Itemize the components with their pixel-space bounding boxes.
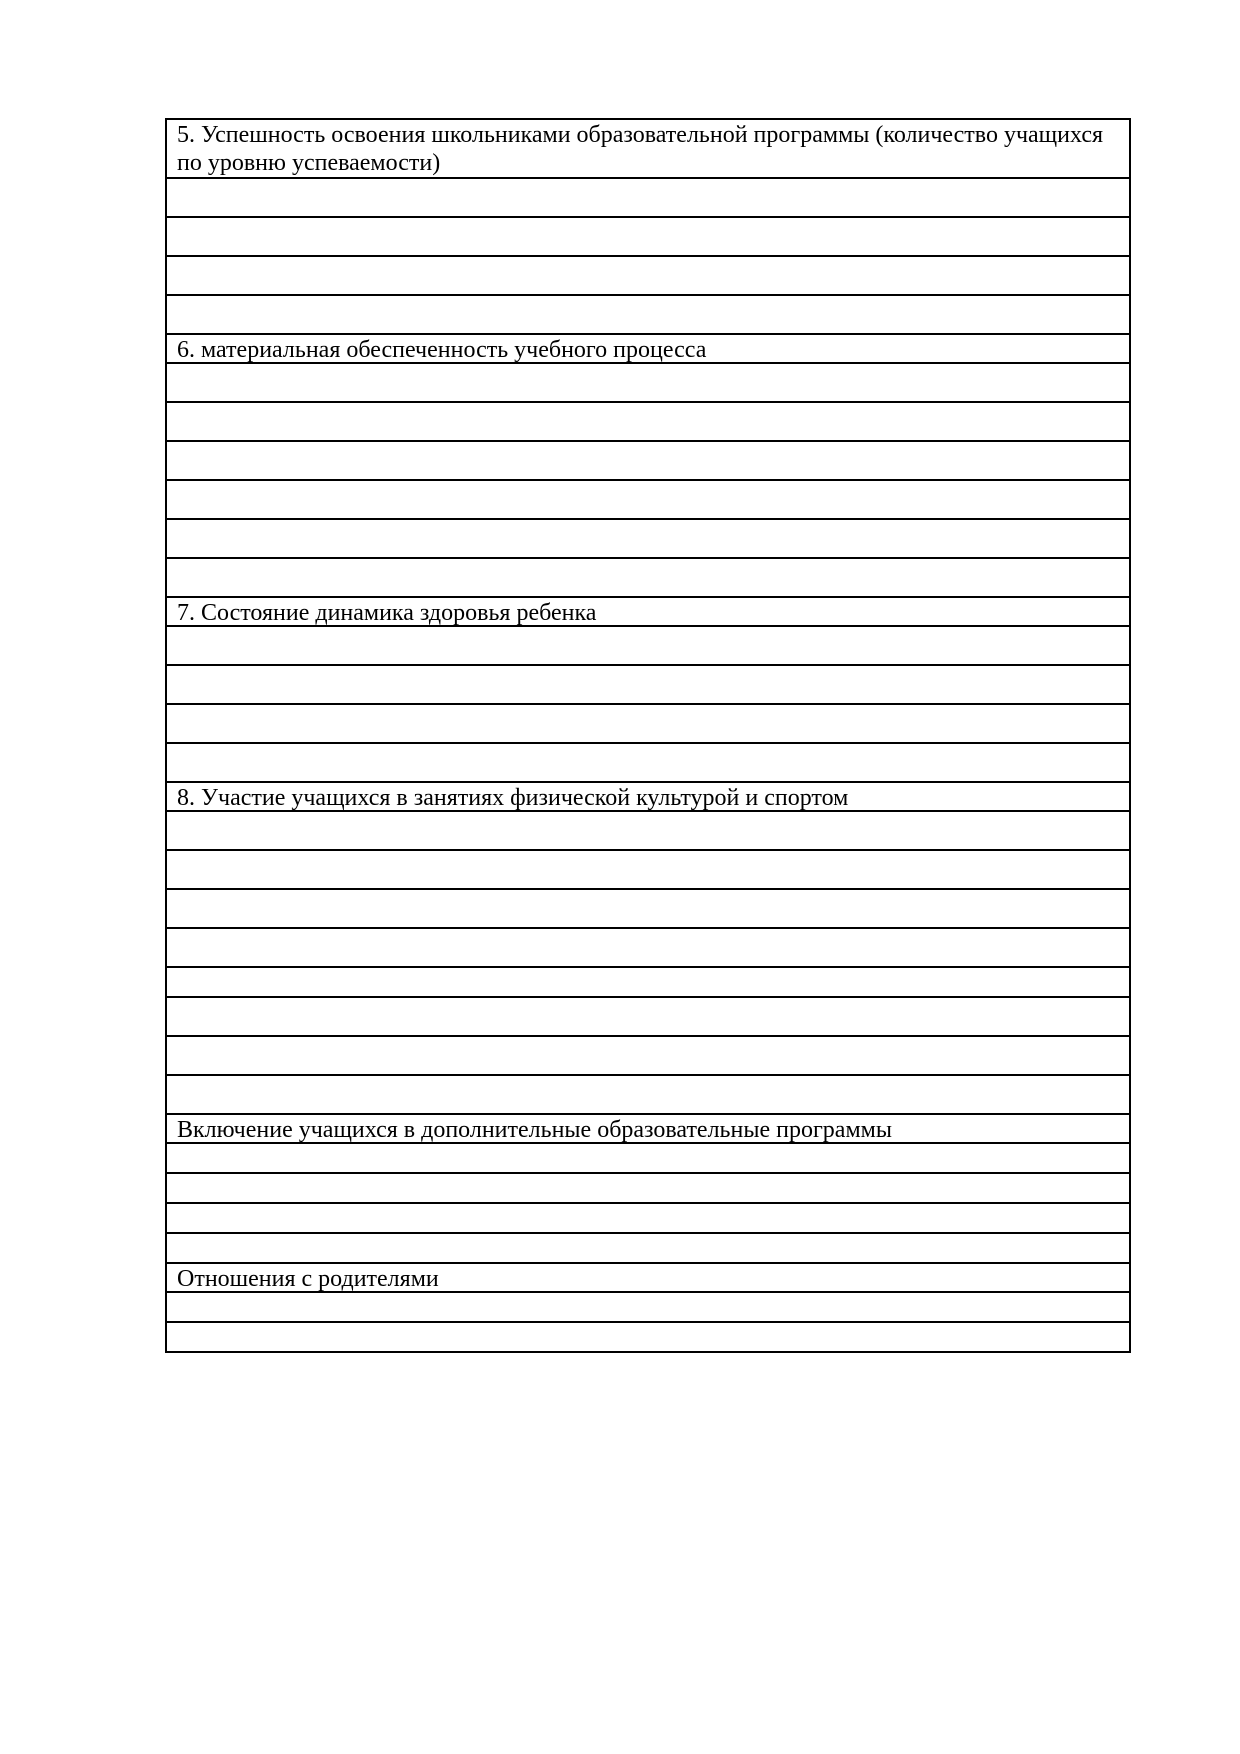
blank-row[interactable]	[167, 1321, 1129, 1351]
blank-row[interactable]	[167, 479, 1129, 518]
section-header-additional-programs: Включение учащихся в дополнительные образовательные программы	[167, 1113, 1129, 1142]
blank-row[interactable]	[167, 810, 1129, 849]
blank-row[interactable]	[167, 664, 1129, 703]
section-header-8: 8. Участие учащихся в занятиях физической культурой и спортом	[167, 781, 1129, 810]
blank-row[interactable]	[167, 966, 1129, 996]
blank-row[interactable]	[167, 557, 1129, 596]
blank-row[interactable]	[167, 1035, 1129, 1074]
blank-row[interactable]	[167, 888, 1129, 927]
blank-row[interactable]	[167, 401, 1129, 440]
section-header-7: 7. Состояние динамика здоровья ребенка	[167, 596, 1129, 625]
blank-row[interactable]	[167, 625, 1129, 664]
blank-row[interactable]	[167, 742, 1129, 781]
blank-row[interactable]	[167, 440, 1129, 479]
blank-row[interactable]	[167, 518, 1129, 557]
blank-row[interactable]	[167, 1232, 1129, 1262]
blank-row[interactable]	[167, 1142, 1129, 1172]
section-header-parents: Отношения с родителями	[167, 1262, 1129, 1291]
blank-row[interactable]	[167, 362, 1129, 401]
blank-row[interactable]	[167, 1202, 1129, 1232]
blank-row[interactable]	[167, 996, 1129, 1035]
blank-row[interactable]	[167, 177, 1129, 216]
section-header-6: 6. материальная обеспеченность учебного процесса	[167, 333, 1129, 362]
section-header-5: 5. Успешность освоения школьниками образовательной программы (количество учащихся по уровню успеваемости)	[177, 122, 1104, 176]
blank-row[interactable]	[167, 927, 1129, 966]
blank-row[interactable]	[167, 1172, 1129, 1202]
blank-row[interactable]	[167, 1074, 1129, 1113]
form-table	[165, 118, 1131, 1353]
blank-row[interactable]	[167, 255, 1129, 294]
blank-row[interactable]	[167, 216, 1129, 255]
blank-row[interactable]	[167, 294, 1129, 333]
blank-row[interactable]	[167, 703, 1129, 742]
blank-row[interactable]	[167, 849, 1129, 888]
blank-row[interactable]	[167, 1291, 1129, 1321]
